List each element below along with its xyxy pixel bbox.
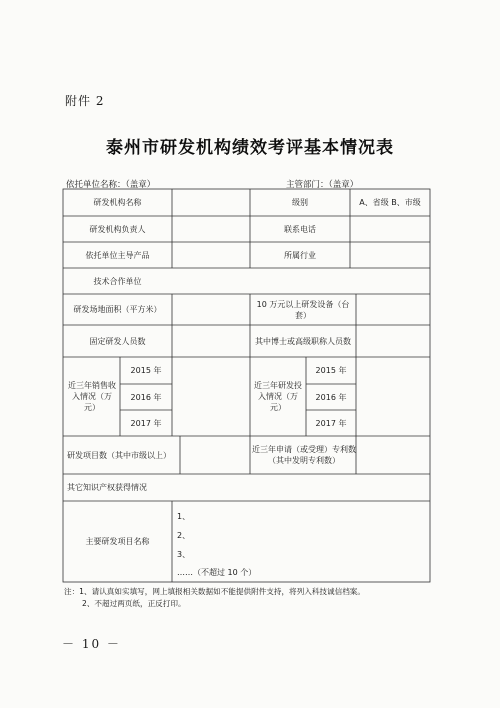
invest-year-2016: 2016 年 [315,392,347,402]
invest-year-2017: 2017 年 [315,418,347,428]
phone-label: 联系电话 [284,224,316,234]
industry-label: 所属行业 [284,250,316,260]
level-label: 级别 [292,198,308,207]
main-product-label: 依托单位主导产品 [85,250,150,260]
phd-staff-label: 其中博士或高级职称人员数 [255,336,351,346]
cooperation-label: 技术合作单位 [93,276,142,286]
page-number: － 10 － [62,637,121,651]
equipment-label: 10 万元以上研发设备（台套） [256,299,350,320]
level-options: A、省级 B、市级 [359,198,421,207]
rd-invest-label: 近三年研发投入情况（万元） [254,381,302,412]
project-line-2: 2、 [177,531,191,540]
attachment-label: 附件 2 [65,94,105,108]
projects-label: 研发项目数（其中市级以上） [67,450,171,460]
note-2: 2、不超过两页纸，正反打印。 [82,599,186,608]
ip-other-label: 其它知识产权获得情况 [67,483,147,492]
invest-year-2015: 2015 年 [315,366,347,375]
main-projects-label: 主要研发项目名称 [85,537,150,546]
form-title: 泰州市研发机构绩效考评基本情况表 [106,138,394,158]
supervisor-label: 主管部门：（盖章） [286,180,359,190]
site-area-label: 研发场地面积（平方米） [73,305,162,314]
sales-label: 近三年销售收入情况（万元） [68,381,116,412]
staff-label: 固定研发人员数 [89,336,146,346]
note-1: 注：1、请认真如实填写，网上填报相关数据如不能提供附件支持，将列入科技诚信档案。 [64,587,365,596]
project-line-more: ……（不超过 10 个） [177,568,257,577]
sales-year-2016: 2016 年 [130,392,162,402]
host-unit-label: 依托单位名称：（盖章） [66,180,156,190]
org-name-label: 研发机构名称 [93,198,142,207]
head-label: 研发机构负责人 [89,224,146,234]
project-line-1: 1、 [177,512,191,521]
sales-year-2017: 2017 年 [130,418,162,428]
patents-label: 近三年申请（或受理）专利数（其中发明专利数） [252,445,356,465]
project-line-3: 3、 [177,550,191,559]
sales-year-2015: 2015 年 [130,366,162,375]
